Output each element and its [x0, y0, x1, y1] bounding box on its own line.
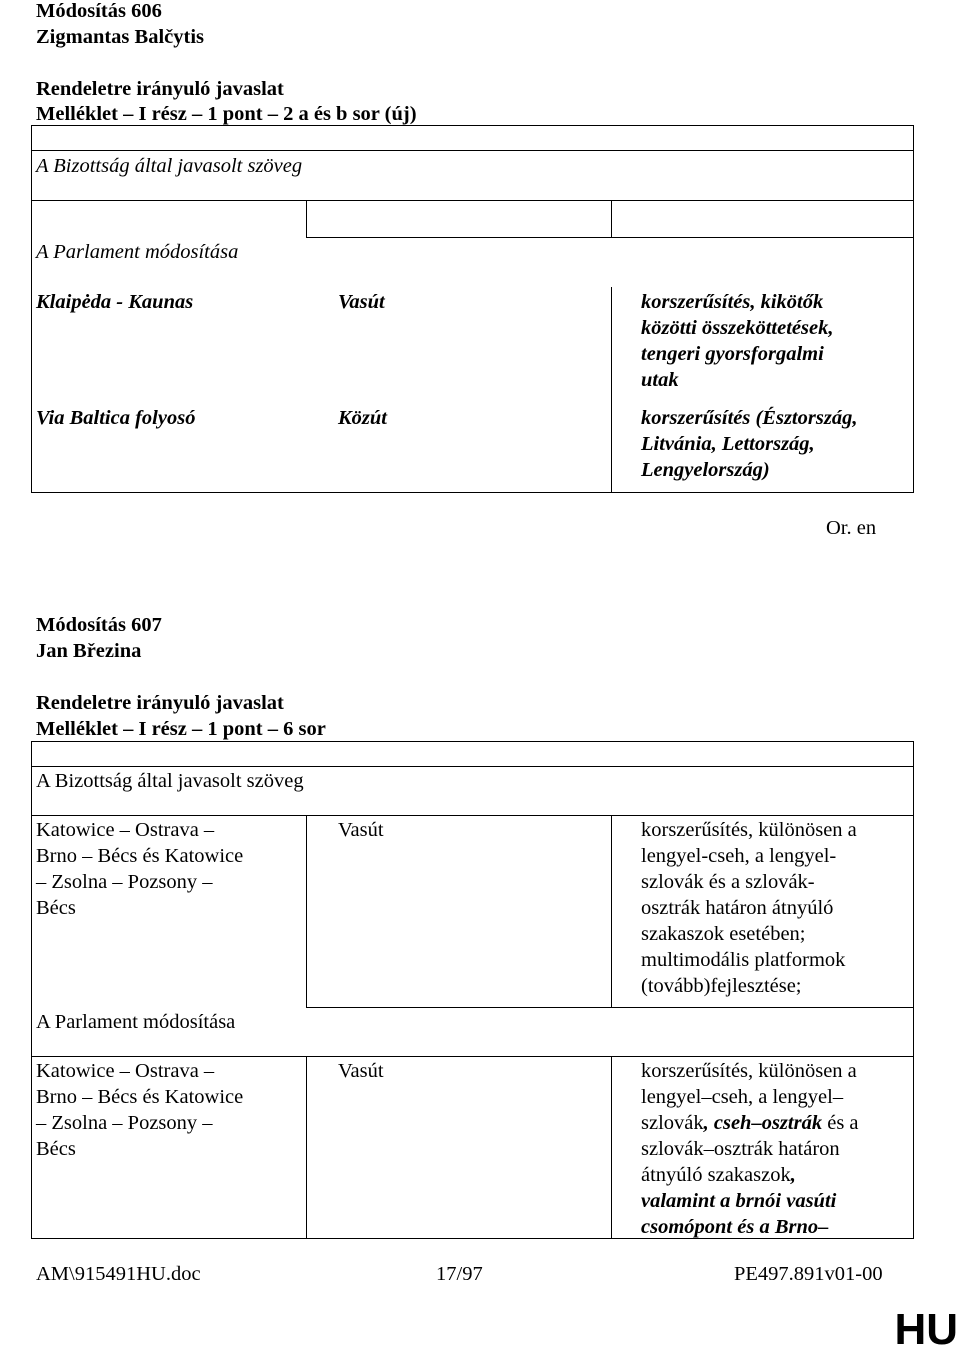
- parliament-heading: A Parlament módosítása: [36, 1011, 236, 1033]
- table-border: [611, 1056, 612, 1239]
- description-line: [641, 1136, 859, 1162]
- table-border: [611, 200, 612, 238]
- description-line: [641, 1214, 859, 1240]
- amendment-number: Módosítás 606: [36, 0, 162, 22]
- table-border: [611, 287, 612, 493]
- inserted-text: valamint a brnói vasúti: [641, 1190, 837, 1212]
- inserted-text: , cseh–osztrák: [703, 1112, 823, 1134]
- table-border: [31, 125, 32, 493]
- table-border: [31, 815, 914, 816]
- table-cell-description: korszerűsítés (Észtország, Litvánia, Lettország, Lengyelország): [641, 407, 858, 481]
- table-border: [306, 1007, 913, 1008]
- proposal-title: Rendeletre irányuló javaslat: [36, 78, 284, 100]
- table-border: [306, 815, 307, 1008]
- amendment-reference: Melléklet – I rész – 1 pont – 2 a és b sor (új): [36, 103, 417, 125]
- inserted-text: csomópont és a Brno–: [641, 1216, 829, 1238]
- table-cell-mode: Vasút: [338, 1060, 384, 1082]
- table-border: [31, 766, 914, 767]
- table-border: [31, 200, 914, 201]
- inserted-text: ,: [790, 1164, 796, 1186]
- language-code: HU: [894, 1305, 958, 1354]
- proposal-title: Rendeletre irányuló javaslat: [36, 692, 284, 714]
- amendment-number: Módosítás 607: [36, 614, 162, 636]
- text-segment: korszerűsítés, különösen a: [641, 1060, 857, 1082]
- amendment-reference: Melléklet – I rész – 1 pont – 6 sor: [36, 718, 326, 740]
- amendment-author: Jan Březina: [36, 640, 142, 662]
- table-border: [306, 200, 307, 238]
- table-cell-mode: Vasút: [338, 819, 384, 841]
- table-cell-route: Katowice – Ostrava – Brno – Bécs és Katowice – Zsolna – Pozsony – Bécs: [36, 1060, 244, 1160]
- table-border: [31, 150, 914, 151]
- table-cell-mode: Közút: [338, 407, 387, 429]
- table-cell-route: Via Baltica folyosó: [36, 407, 196, 429]
- footer-reference: PE497.891v01-00: [734, 1263, 883, 1285]
- table-border: [31, 741, 914, 742]
- committee-heading: A Bizottság által javasolt szöveg: [36, 155, 303, 177]
- table-cell-mode: Vasút: [338, 291, 385, 313]
- description-line: [641, 1084, 859, 1110]
- table-cell-route: Klaipėda - Kaunas: [36, 291, 194, 313]
- amendment-author: Zigmantas Balčytis: [36, 26, 204, 48]
- table-cell-description: korszerűsítés, különösen a lengyel-cseh, a lengyel- szlovák és a szlovák- osztrák határon átnyúló szakaszok esetében; multimodális platformok (tovább)fejlesztése;: [641, 819, 857, 997]
- text-segment: átnyúló szakaszok: [641, 1164, 791, 1186]
- original-language: Or. en: [826, 517, 877, 539]
- description-line: [641, 1162, 859, 1188]
- table-border: [306, 1056, 307, 1239]
- text-segment: szlovák–osztrák határon: [641, 1138, 840, 1160]
- description-line: [641, 1058, 859, 1084]
- text-segment: lengyel–cseh, a lengyel–: [641, 1086, 844, 1108]
- table-border: [31, 1056, 914, 1057]
- description-line: [641, 1188, 859, 1214]
- table-border: [611, 815, 612, 1008]
- committee-heading: A Bizottság által javasolt szöveg: [36, 770, 304, 792]
- table-border: [913, 125, 914, 493]
- description-line: [641, 1110, 859, 1136]
- parliament-heading: A Parlament módosítása: [36, 241, 239, 263]
- table-border: [306, 237, 913, 238]
- table-border: [31, 492, 914, 493]
- table-border: [31, 125, 914, 126]
- text-segment: szlovák: [641, 1112, 704, 1134]
- footer-document-name: AM\915491HU.doc: [36, 1263, 201, 1285]
- table-cell-route: Katowice – Ostrava – Brno – Bécs és Katowice – Zsolna – Pozsony – Bécs: [36, 819, 244, 919]
- table-cell-description: [641, 1058, 859, 1240]
- text-segment: és a: [822, 1112, 859, 1134]
- footer-page-number: 17/97: [436, 1263, 483, 1285]
- table-cell-description: korszerűsítés, kikötők közötti összeköttetések, tengeri gyorsforgalmi utak: [641, 291, 834, 391]
